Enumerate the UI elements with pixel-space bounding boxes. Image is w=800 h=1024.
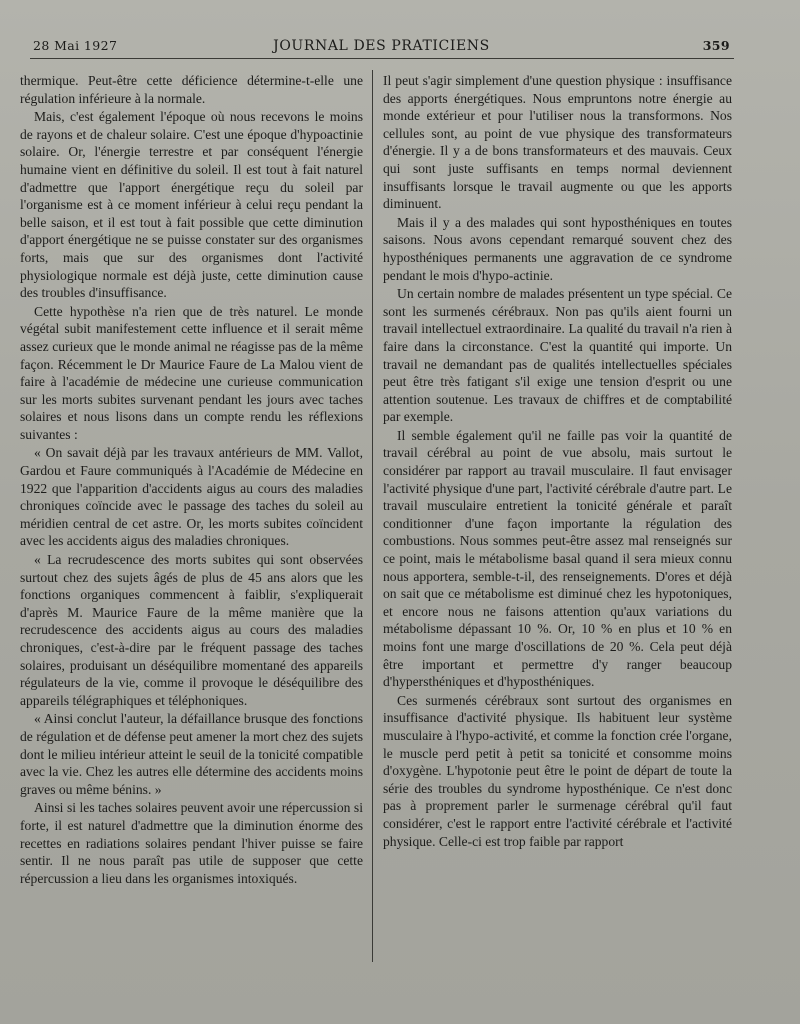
paragraph: Mais, c'est également l'époque où nous recevons le moins de rayons et de chaleur solaire. C'est une époque d'hypoactinie solaire. Or, l'énergie terrestre et par conséquent l'énergie humaine vient en définitive du soleil. Il est tout à fait naturel d'admettre que l'apport énergétique reçu du soleil par l'organisme est à ce moment inférieur à celui reçu pendant la belle saison, et il est tout à fait possible que cette diminution d'apport énergétique ne se puisse constater sur des organismes forts, mais que sur des organismes dont l'activité physiologique normale est déjà juste, cette diminution cause des troubles d'insuffisance. <box>20 109 363 301</box>
right-column <box>383 72 732 962</box>
paragraph: « La recrudescence des morts subites qui sont observées surtout chez des sujets âgés de plus de 45 ans alors que les fonctions organiques commencent à faiblir, s'expliquerait d'après M. Maurice Faure de la même manière que la recrudescence des accidents aigus au cours des maladies chroniques, c'est-à-dire par le fréquent passage des taches solaires, produisant un déséquilibre momentané des appareils régulateurs de la vie, comme il provoque le déséquilibre des appareils télégraphiques et téléphoniques. <box>20 552 363 708</box>
paragraph: Ces surmenés cérébraux sont surtout des organismes en insuffisance d'activité physique. Ils habituent leur système musculaire à l'hypo-activité, et comme la fonction crée l'organe, le muscle perd petit à petit sa tonicité et consomme moins d'oxygène. L'hypotonie peut être le point de départ de toute la série des troubles du syndrome hyposthénique. Ce n'est donc pas à proprement parler le surmenage cérébral qu'il faut considérer, c'est le rapport entre l'activité cérébrale et l'activité physique. Celle-ci est trop faible par rapport <box>383 692 732 849</box>
header-rule <box>30 58 734 59</box>
paragraph: Cette hypothèse n'a rien que de très naturel. Le monde végétal subit manifestement cette influence et il serait même assez curieux que le monde animal ne réagisse pas de la même façon. Récemment le Dr Maurice Faure de La Malou vient de faire à l'académie de médecine une curieuse communication sur les morts subites survenant pendant les jours avec taches solaires et nous lisons dans un compte rendu les réflexions suivantes : <box>20 303 363 442</box>
paragraph: thermique. Peut-être cette déficience détermine-t-elle une régulation inférieure à la normale. <box>20 73 363 106</box>
header-page-number: 359 <box>702 38 730 53</box>
column-divider <box>372 70 373 962</box>
header-journal-title: JOURNAL DES PRATICIENS <box>273 38 490 54</box>
header-date: 28 Mai 1927 <box>33 38 118 53</box>
paragraph: Mais il y a des malades qui sont hyposthéniques en toutes saisons. Nous avons cependant remarqué souvent chez des hyposthéniques permanents une aggravation de ce syndrome pendant le mois d'hypo-actinie. <box>383 214 732 283</box>
paragraph: Il semble également qu'il ne faille pas voir la quantité de travail cérébral au point de vue absolu, mais surtout le considérer par rapport au travail musculaire. Il faut envisager l'activité physique d'une part, l'activité cérébrale d'autre part. Le travail musculaire entretient la tonicité générale et paraît conditionner d'une façon importante la régulation des combustions. Nous sommes peut-être assez mal renseignés sur ce point, mais le métabolisme basal quand il sera mieux connu nous apportera, semble-t-il, des renseignements. D'ores et déjà on sait que ce métabolisme est diminué chez les hypotoniques, et encore nous ne faisons attention qu'aux variations du métabolisme dépassant 10 %. Or, 10 % en plus et 10 % en moins font une marge d'oscillations de 20 %. Cela peut déjà être important et permettre d'y ranger beaucoup d'hypersthéniques et d'hyposthéniques. <box>383 427 732 690</box>
paragraph: Il peut s'agir simplement d'une question physique : insuffisance des apports énergétiques. Nous empruntons notre énergie au monde extérieur et pour l'utiliser nous la transformons. Nos cellules sont, au point de vue physique des transformateurs d'énergie. Il y a de bons transformateurs et des mauvais. Ceux qui sont juste suffisants en temps normal deviennent insuffisants lorsque le travail augmente ou que les apports diminuent. <box>383 73 732 212</box>
paragraph: Un certain nombre de malades présentent un type spécial. Ce sont les surmenés cérébraux. Non pas qu'ils aient fourni un travail intellectuel extraordinaire. La qualité du travail n'a rien à faire dans la circonstance. C'est la quantité qui importe. Un travail ne demandant pas de qualités intellectuelles spéciales peut être très fatigant s'il exige une tension d'esprit ou une attention soutenue. Les travaux de chiffres et de comptabilité par exemple. <box>383 286 732 425</box>
left-column <box>20 72 363 962</box>
paragraph: « On savait déjà par les travaux antérieurs de MM. Vallot, Gardou et Faure communiqués à l'Académie de Médecine en 1922 que l'apparition d'accidents aigus au cours des maladies chroniques coïncide avec le passage des taches du soleil au méridien central de cet astre. Or, les morts subites coïncident avec les accidents aigus des maladies chroniques. <box>20 445 363 549</box>
running-header <box>33 36 730 56</box>
paragraph: « Ainsi conclut l'auteur, la défaillance brusque des fonctions de régulation et de défense peut amener la mort chez des sujets dont le milieu intérieur atteint le seuil de la tonicité compatible avec la vie. Chez les autres elle détermine des accidents moins graves ou même bénins. » <box>20 711 363 797</box>
paragraph: Ainsi si les taches solaires peuvent avoir une répercussion si forte, il est naturel d'admettre que la diminution énorme des recettes en radiations solaires pendant l'hiver puisse se faire sentir. Il ne nous paraît pas utile de supposer que cette répercussion a lieu dans les organismes intoxiqués. <box>20 800 363 886</box>
